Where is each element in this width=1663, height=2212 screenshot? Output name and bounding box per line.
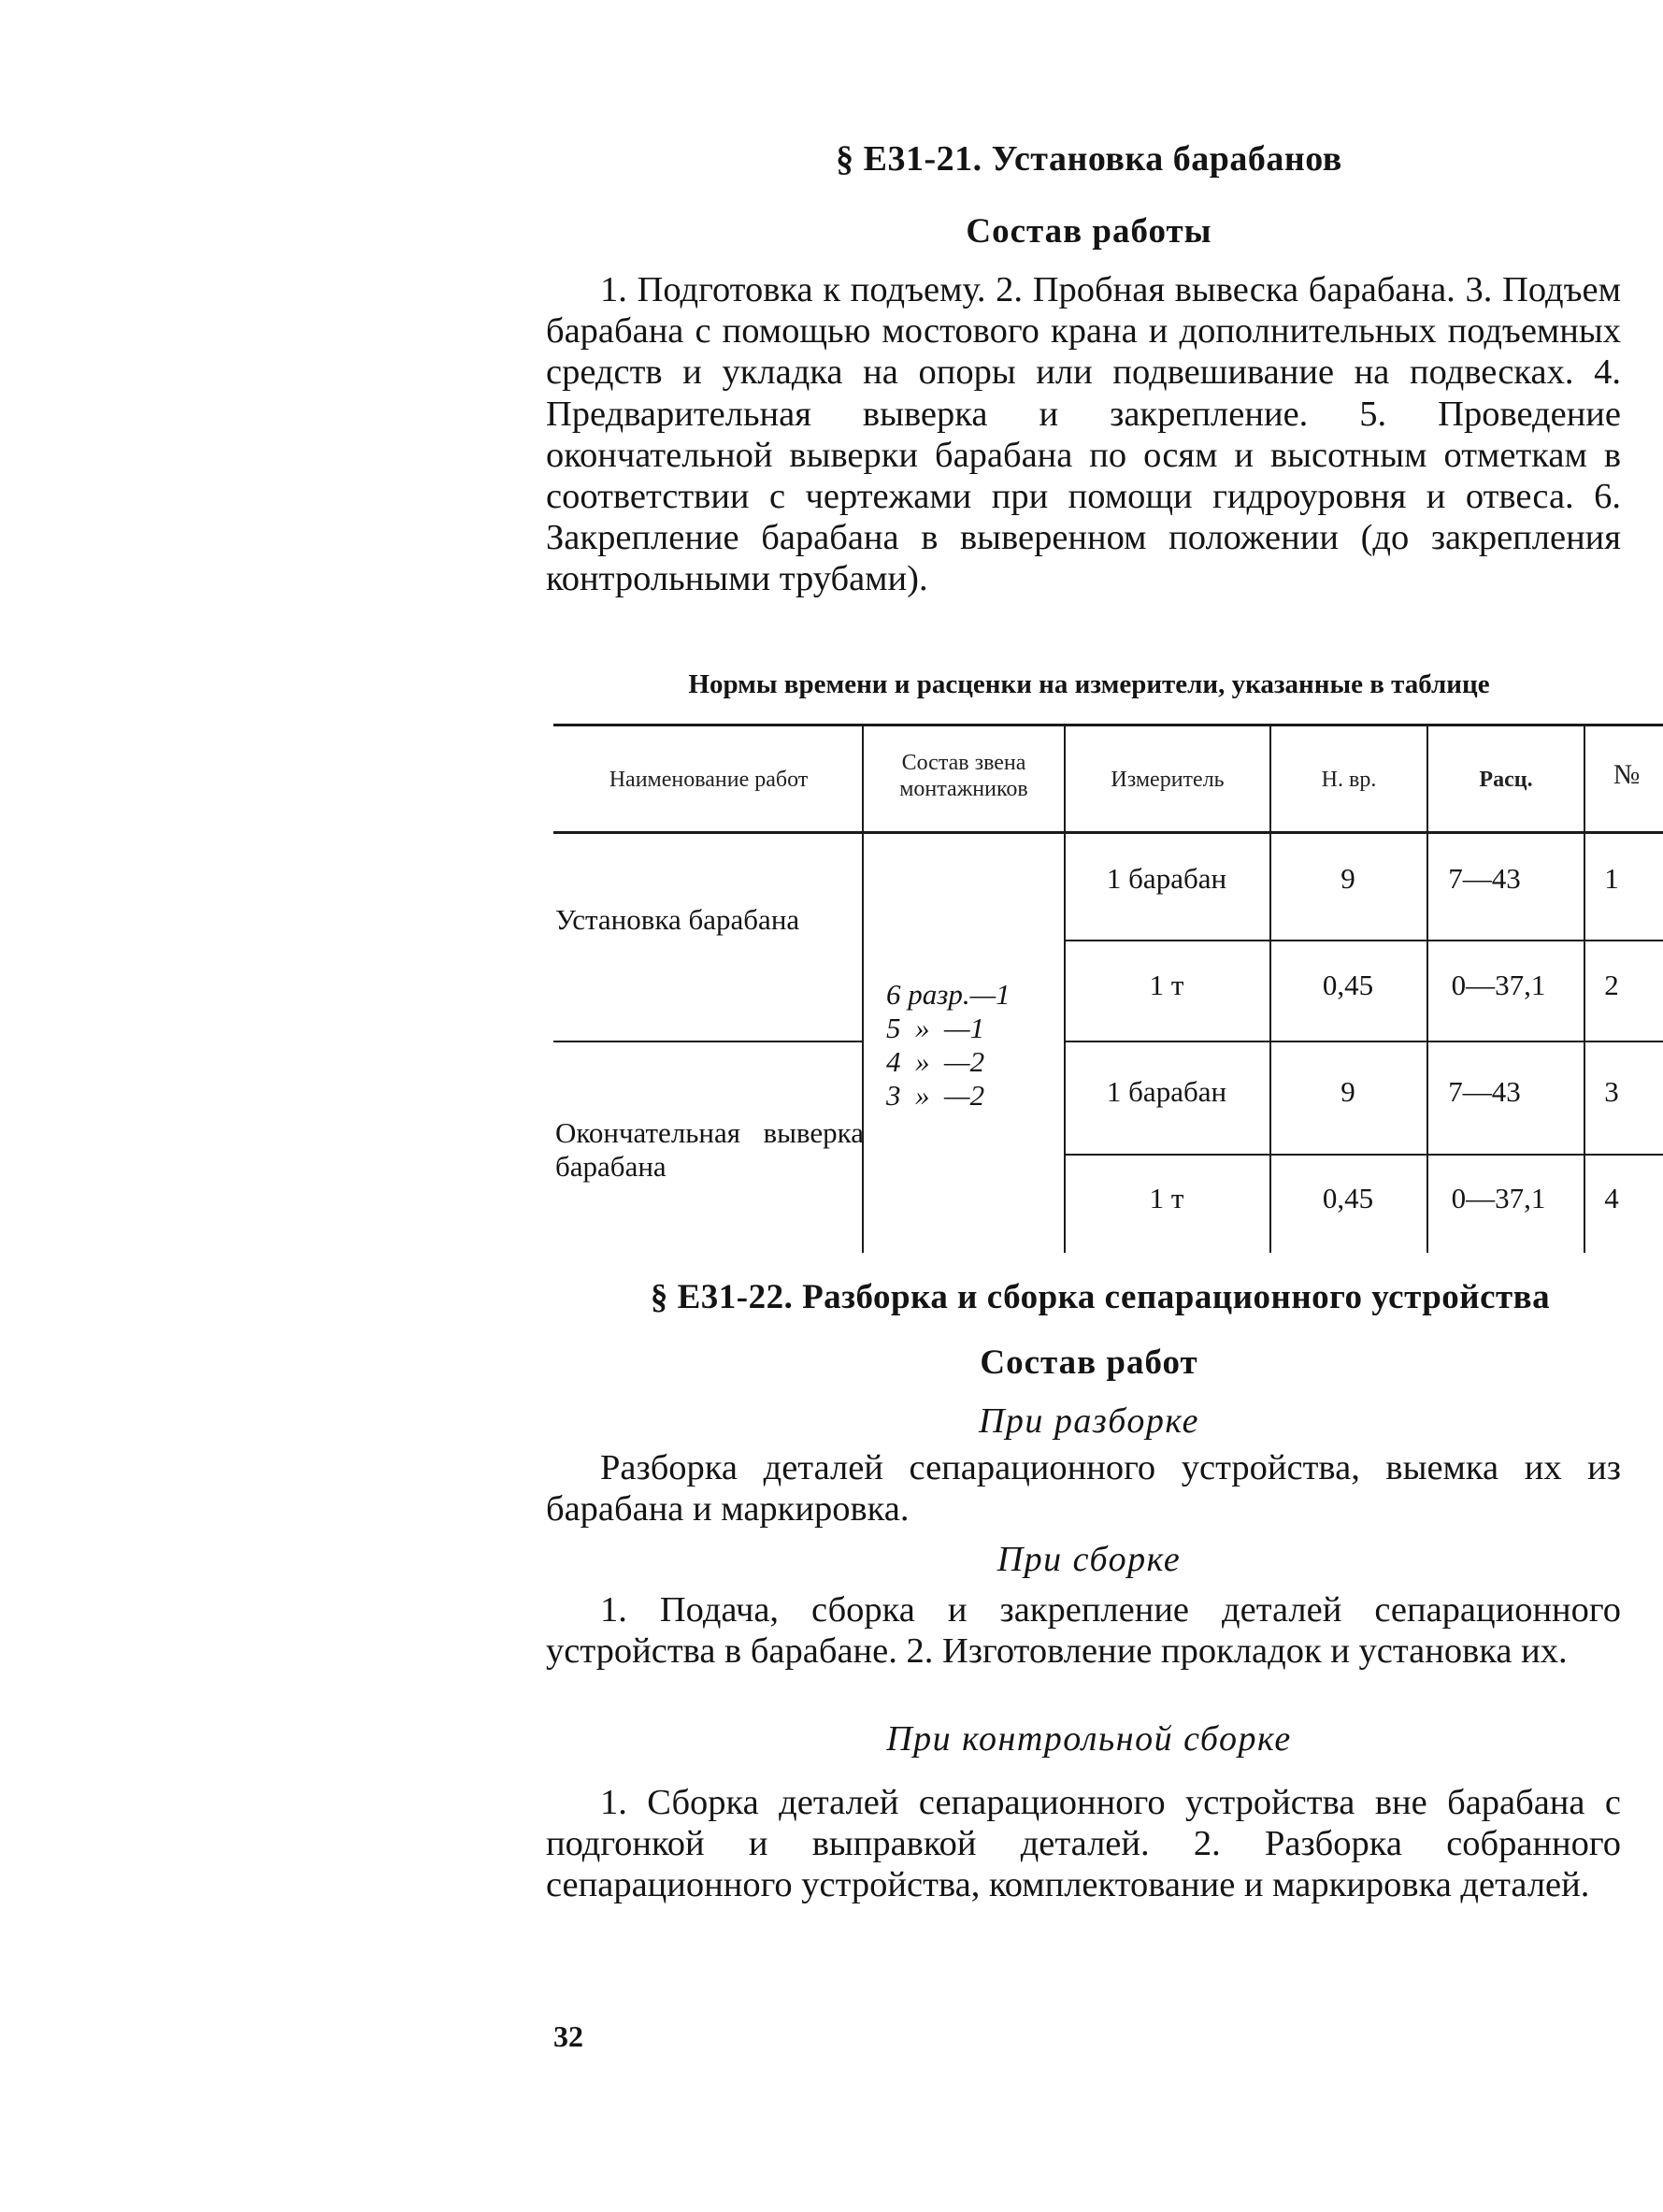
cell-norm: 0,45 <box>1322 1182 1374 1214</box>
section-1-subtitle: Состав работы <box>966 212 1212 251</box>
crew-line: 6 разр.—1 <box>886 978 1011 1011</box>
group-separator <box>553 1041 862 1042</box>
group-name: Установка барабана <box>555 903 800 936</box>
cell-rate: 0—37,1 <box>1451 969 1546 1001</box>
section-2-title: § Е31-22. Разборка и сборка сепарационного устройства <box>650 1278 1551 1316</box>
crew-line: 5 » —1 <box>886 1012 985 1044</box>
table-top-rule <box>553 724 1663 726</box>
page-number: 32 <box>553 2019 583 2053</box>
cell-unit: 1 т <box>1149 1182 1184 1214</box>
cell-num: 3 <box>1604 1075 1619 1108</box>
table-header-rule <box>553 831 1663 834</box>
disassembly-heading: При разборке <box>978 1401 1200 1441</box>
cell-rate: 7—43 <box>1448 862 1521 895</box>
header-norm: Н. вр. <box>1321 768 1377 792</box>
cell-num: 2 <box>1604 969 1619 1001</box>
crew-line: 3 » —2 <box>886 1079 985 1112</box>
crew-composition <box>886 978 1011 1113</box>
cell-num: 4 <box>1604 1182 1619 1214</box>
crew-line: 4 » —2 <box>886 1045 985 1078</box>
header-crew: Состав звена монтажников <box>899 751 1028 801</box>
assembly-heading: При сборке <box>996 1540 1182 1579</box>
group-name: Окончательная выверка барабана <box>555 1116 864 1183</box>
header-name: Наименование работ <box>609 768 809 792</box>
row-separator <box>1064 1041 1663 1042</box>
section-1-title: § Е31-21. Установка барабанов <box>836 139 1342 179</box>
cell-unit: 1 барабан <box>1106 862 1227 895</box>
disassembly-body: Разборка деталей сепарационного устройства, выемка их из барабана и маркировка. <box>546 1448 1621 1530</box>
cell-unit: 1 барабан <box>1106 1075 1227 1108</box>
control-assembly-body: 1. Сборка деталей сепарационного устройства вне барабана с подгонкой и выправкой деталей. 2. Разборка собранного сепарационного устройства, комплектование и маркировка деталей. <box>546 1783 1621 1905</box>
row-separator <box>1064 1154 1663 1156</box>
cell-norm: 9 <box>1340 1075 1355 1108</box>
header-unit: Измеритель <box>1111 768 1225 792</box>
cell-rate: 7—43 <box>1448 1075 1521 1108</box>
row-separator <box>1064 940 1663 941</box>
section-1-body: 1. Подготовка к подъему. 2. Пробная вывеска барабана. 3. Подъем барабана с помощью мостового крана и дополнительных подъемных средств и укладка на опоры или подвешивание на подвесках. 4. Предварительная выверка и закрепление. 5. Проведение окончательной выверки барабана по осям и высотным отметкам в соответствии с чертежами при помощи гидроуровня и отвеса. 6. Закрепление барабана в выверенном положении (до закрепления контрольными трубами). <box>546 270 1621 599</box>
section-2-subtitle: Состав работ <box>980 1343 1198 1382</box>
cell-norm: 0,45 <box>1322 969 1374 1001</box>
header-num: № <box>1613 759 1641 790</box>
cell-rate: 0—37,1 <box>1451 1182 1546 1214</box>
cell-unit: 1 т <box>1149 969 1184 1001</box>
header-rate: Расц. <box>1479 768 1533 792</box>
table-caption: Нормы времени и расценки на измерители, указанные в таблице <box>688 669 1490 699</box>
assembly-body: 1. Подача, сборка и закрепление деталей сепарационного устройства в барабане. 2. Изготовление прокладок и установка их. <box>546 1590 1621 1672</box>
control-assembly-heading: При контрольной сборке <box>886 1719 1292 1759</box>
cell-norm: 9 <box>1340 862 1355 895</box>
cell-num: 1 <box>1604 862 1619 895</box>
